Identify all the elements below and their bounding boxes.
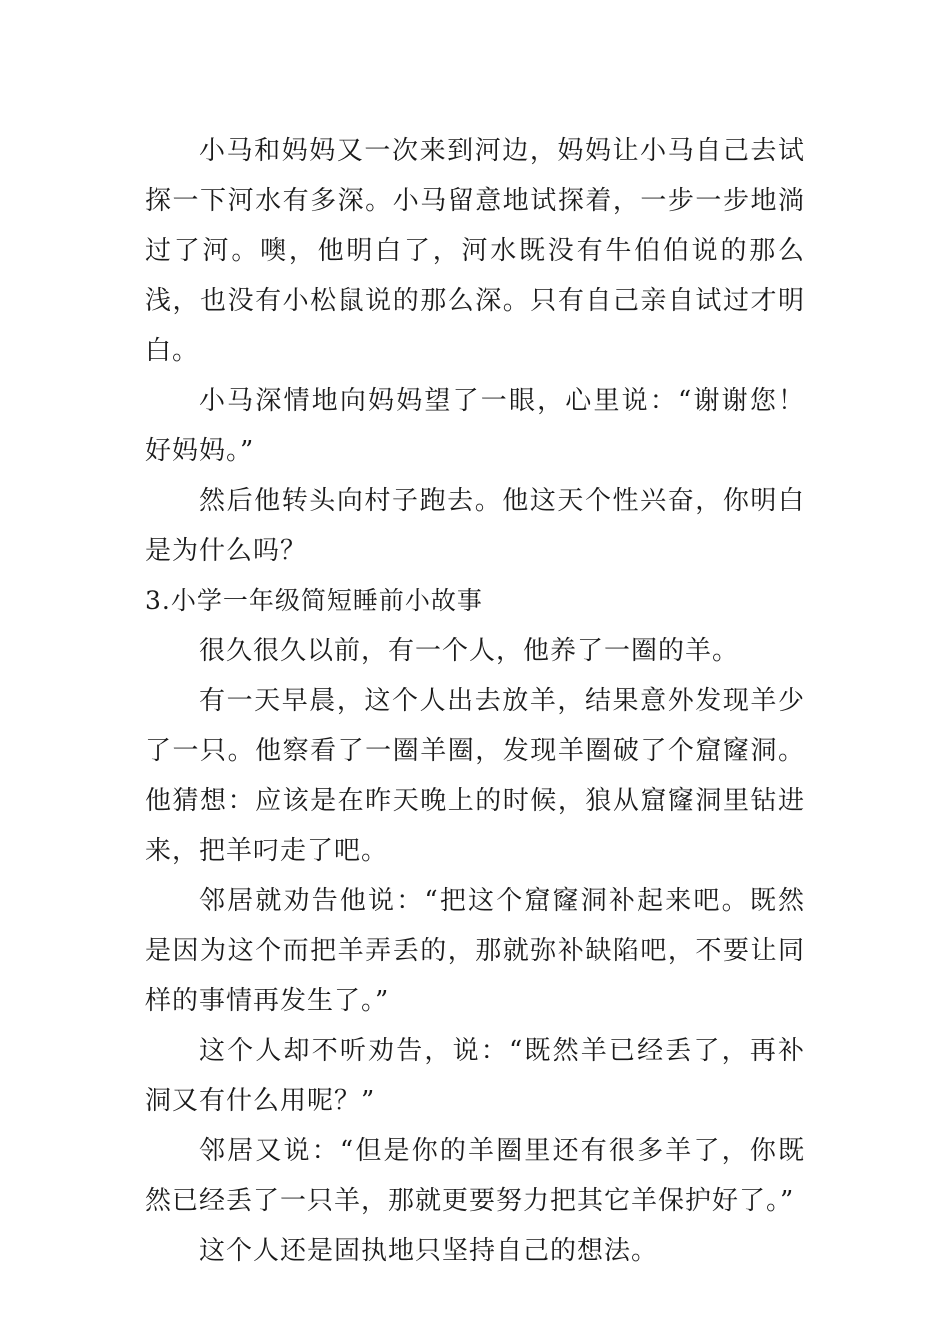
document-body	[145, 126, 805, 1276]
story-paragraph: 邻居就劝告他说：“把这个窟窿洞补起来吧。既然是因为这个而把羊弄丢的，那就弥补缺陷吧，不要让同样的事情再发生了。”	[145, 886, 805, 1016]
section-heading: 3.小学一年级简短睡前小故事	[145, 586, 483, 615]
story-paragraph: 很久很久以前，有一个人，他养了一圈的羊。	[199, 636, 740, 666]
story-paragraph: 邻居又说：“但是你的羊圈里还有很多羊了，你既然已经丢了一只羊，那就更要努力把其它羊保护好了。”	[145, 1136, 805, 1216]
story-paragraph: 有一天早晨，这个人出去放羊，结果意外发现羊少了一只。他察看了一圈羊圈，发现羊圈破了个窟窿洞。他猜想：应该是在昨天晚上的时候，狼从窟窿洞里钻进来，把羊叼走了吧。	[145, 686, 805, 866]
story-paragraph: 然后他转头向村子跑去。他这天个性兴奋，你明白是为什么吗？	[145, 486, 805, 566]
story-paragraph: 这个人却不听劝告，说：“既然羊已经丢了，再补洞又有什么用呢？”	[145, 1036, 805, 1116]
story-paragraph: 小马和妈妈又一次来到河边，妈妈让小马自己去试探一下河水有多深。小马留意地试探着，一步一步地淌过了河。噢，他明白了，河水既没有牛伯伯说的那么浅，也没有小松鼠说的那么深。只有自己亲自试过才明白。	[145, 136, 805, 366]
story-paragraph: 小马深情地向妈妈望了一眼，心里说：“谢谢您！好妈妈。”	[145, 386, 805, 466]
story-paragraph: 这个人还是固执地只坚持自己的想法。	[199, 1236, 659, 1266]
